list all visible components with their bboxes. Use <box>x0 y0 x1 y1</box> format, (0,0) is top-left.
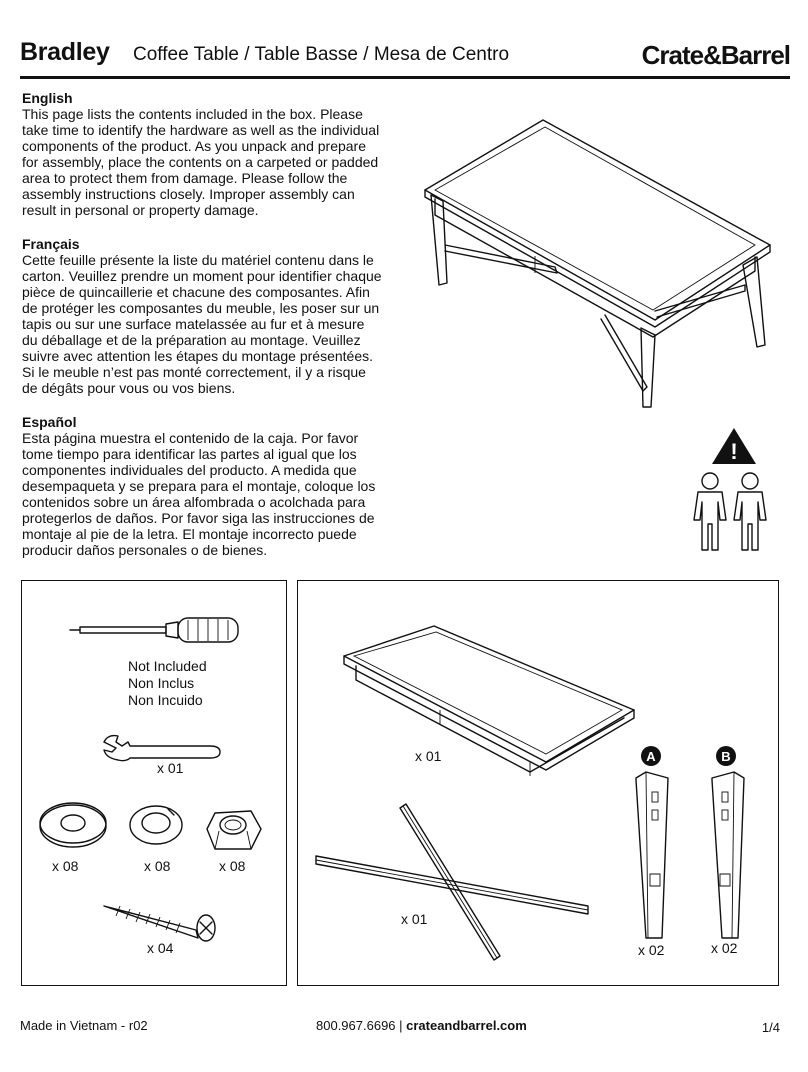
hex-nut-qty: x 08 <box>219 858 246 874</box>
spanish-heading: Español <box>22 414 77 430</box>
crossbar-qty: x 01 <box>401 911 428 927</box>
footer-origin: Made in Vietnam - r02 <box>20 1018 148 1033</box>
brand-logo: Crate&Barrel <box>641 40 790 70</box>
lock-washer-icon <box>128 803 184 847</box>
two-person-assembly-icon <box>692 472 772 554</box>
screwdriver-icon <box>66 612 252 652</box>
not-included-fr: Non Inclus <box>128 675 195 691</box>
lock-washer-qty: x 08 <box>144 858 171 874</box>
crossbar-stretcher-icon <box>314 800 594 970</box>
intro-text <box>22 90 382 576</box>
screw-qty: x 04 <box>147 940 174 956</box>
page-number: 1/4 <box>761 1020 780 1035</box>
screw-icon <box>102 902 220 942</box>
french-heading: Français <box>22 236 80 252</box>
footer-website-link[interactable]: crateandbarrel.com <box>406 1018 527 1033</box>
english-paragraph: This page lists the contents included in the box. Please take time to identify the hardware as well as the individual components of the product. As you unpack and prepare for assembly, place the contents on a carpeted or padded area to protect them from damage. Please follow the assembly instructions closely. Improper assembly can result in personal or property damage. <box>22 106 380 218</box>
footer-phone: 800.967.6696 | <box>316 1018 407 1033</box>
wrench-icon <box>100 730 224 764</box>
leg-b-icon <box>708 770 748 940</box>
wrench-qty: x 01 <box>157 760 184 776</box>
warning-symbol: ! <box>730 439 738 464</box>
assembled-table-illustration <box>415 115 775 415</box>
french-paragraph: Cette feuille présente la liste du matériel contenu dans le carton. Veuillez prendre un moment pour identifier chaque pièce de quincaillerie et chacune des composantes. Afin de protéger les composantes du meuble, les poser sur un tapis ou sur une surface matelassée au fur et à mesure du déballage et de la préparation au montage. Veuillez suivre avec attention les étapes du montage présentées. Si le meuble n’est pas monté correctement, il y a risque de dégâts pour vous ou vos biens. <box>22 252 382 396</box>
header <box>20 36 790 72</box>
leg-a-label: A <box>646 749 656 764</box>
not-included-note <box>128 658 207 709</box>
tabletop-icon <box>340 622 640 780</box>
product-subtitle: Coffee Table / Table Basse / Mesa de Centro <box>133 44 510 65</box>
flat-washer-icon <box>38 800 108 850</box>
product-name: Bradley <box>20 38 110 66</box>
warning-icon <box>712 428 756 464</box>
english-heading: English <box>22 90 73 106</box>
not-included-es: Non Incuido <box>128 692 203 708</box>
leg-b-qty: x 02 <box>711 940 738 956</box>
spanish-paragraph: Esta página muestra el contenido de la caja. Por favor tome tiempo para identificar las partes al igual que los componentes individuales del producto. A medida que desempaqueta y se prepara para el montaje, coloque los contenidos sobre un área alfombrada o acolchada para protegerlos de daños. Por favor siga las instrucciones de montaje al pie de la letra. El montaje incorrecto puede producir daños personales o de bienes. <box>22 430 376 558</box>
leg-a-icon <box>632 770 672 940</box>
not-included-en: Not Included <box>128 658 207 674</box>
footer-contact <box>316 1018 527 1033</box>
flat-washer-qty: x 08 <box>52 858 79 874</box>
leg-b-label: B <box>721 749 731 764</box>
tabletop-qty: x 01 <box>415 748 442 764</box>
hex-nut-icon <box>205 805 263 853</box>
leg-b-badge <box>715 745 737 767</box>
header-rule <box>20 76 790 79</box>
leg-a-qty: x 02 <box>638 942 665 958</box>
leg-a-badge <box>640 745 662 767</box>
